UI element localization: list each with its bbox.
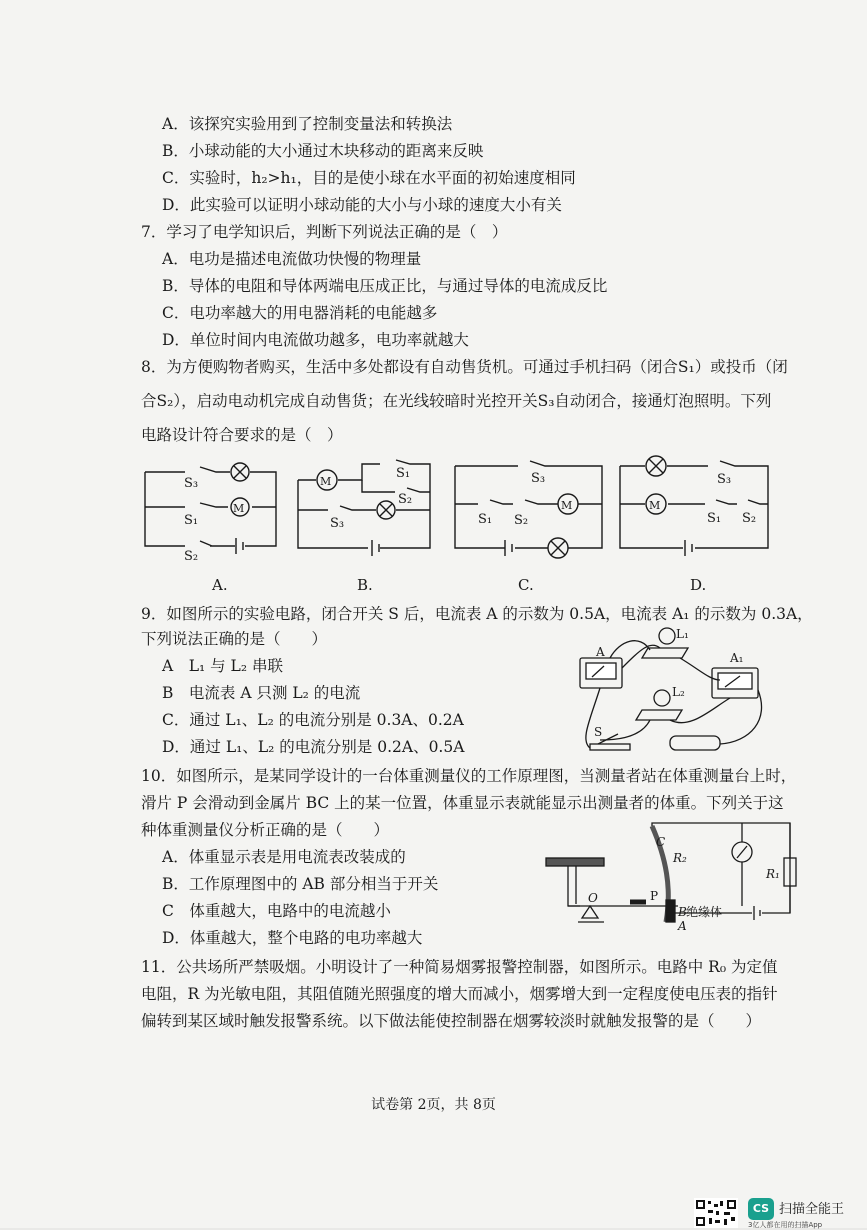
motor-label: M	[561, 499, 573, 512]
q10-stem-line-3: 种体重测量仪分析正确的是（ ）	[141, 821, 390, 839]
circuit-c	[455, 461, 602, 558]
q11-stem-line-2: 电阻，R 为光敏电阻，其阻值随光照强度的增大而减小，烟雾增大到一定程度使电压表的指针	[141, 985, 778, 1003]
motor-label: M	[649, 499, 661, 512]
scanner-app-name: 扫描全能王	[779, 1202, 845, 1217]
pivot-o-label: O	[588, 891, 598, 905]
q7-option-d: D．单位时间内电流做功越多，电功率就越大	[162, 331, 469, 349]
bulb-l2-label: L₂	[672, 685, 685, 699]
switch-label: S₁	[396, 466, 411, 481]
switch-label: S₂	[514, 513, 529, 528]
circuit-caption-a: A.	[212, 576, 228, 594]
q10-option-c: C 体重越大，电路中的电流越小	[162, 902, 391, 920]
ammeter-a1-label: A₁	[730, 651, 744, 665]
q7-option-b: B．导体的电阻和导体两端电压成正比，与通过导体的电流成反比	[162, 277, 608, 295]
q8-stem-line-2: 合S₂），启动电动机完成自动售货；在光线较暗时光控开关S₃自动闭合，接通灯泡照明。下列	[141, 392, 772, 410]
q9-circuit-figure	[570, 620, 770, 760]
scanner-logo-icon: CS	[748, 1198, 774, 1220]
q9-option-b: B 电流表 A 只测 L₂ 的电流	[162, 684, 361, 702]
circuit-caption-c: C.	[518, 576, 534, 594]
q10-option-a: A．体重显示表是用电流表改装成的	[162, 848, 406, 866]
q9-option-a: A L₁ 与 L₂ 串联	[162, 657, 283, 675]
switch-label: S₂	[742, 511, 757, 526]
point-a-label: A	[678, 919, 687, 933]
switch-label: S₃	[184, 476, 199, 491]
circuit-caption-b: B.	[357, 576, 373, 594]
q6-option-c: C．实验时，h₂>h₁，目的是使小球在水平面的初始速度相同	[162, 169, 576, 187]
switch-s-label: S	[594, 725, 603, 739]
q6-option-b: B．小球动能的大小通过木块移动的距离来反映	[162, 142, 484, 160]
q6-option-a: A．该探究实验用到了控制变量法和转换法	[162, 115, 453, 133]
switch-label: S₁	[478, 512, 493, 527]
switch-label: S₃	[717, 472, 732, 487]
q10-option-b: B．工作原理图中的 AB 部分相当于开关	[162, 875, 439, 893]
q7-option-a: A．电功是描述电流做功快慢的物理量	[162, 250, 422, 268]
slider-p-label: P	[650, 889, 659, 903]
q9-stem-line-2: 下列说法正确的是（ ）	[141, 630, 328, 648]
q9-stem-line-1: 9．如图所示的实验电路，闭合开关 S 后，电流表 A 的示数为 0.5A，电流表 A₁ 的示数为 0.3A，	[141, 605, 813, 623]
scanner-slogan: 3亿人都在用的扫描App	[748, 1221, 823, 1229]
q10-stem-line-1: 10．如图所示，是某同学设计的一台体重测量仪的工作原理图，当测量者站在体重测量台上时，	[141, 767, 797, 785]
q11-stem-line-1: 11．公共场所严禁吸烟。小明设计了一种简易烟雾报警控制器，如图所示。电路中 R₀ 为定值	[141, 958, 778, 976]
switch-label: S₁	[707, 511, 722, 526]
q7-stem: 7．学习了电学知识后，判断下列说法正确的是（ ）	[141, 223, 508, 241]
q6-option-d: D．此实验可以证明小球动能的大小与小球的速度大小有关	[162, 196, 562, 214]
q8-circuit-diagrams	[0, 450, 867, 600]
q9-option-d: D．通过 L₁、L₂ 的电流分别是 0.2A、0.5A	[162, 738, 465, 756]
circuit-b	[298, 460, 430, 556]
page-footer: 试卷第 2页，共 8页	[371, 1097, 496, 1113]
circuit-caption-d: D.	[690, 576, 707, 594]
q7-option-c: C．电功率越大的用电器消耗的电能越多	[162, 304, 438, 322]
switch-label: S₂	[398, 492, 413, 507]
resistor-r2-label: R₂	[673, 851, 687, 865]
switch-label: S₂	[184, 549, 199, 564]
circuit-a	[145, 463, 276, 564]
point-b-label: B	[678, 905, 687, 919]
motor-label: M	[233, 502, 245, 515]
q10-option-d: D．体重越大，整个电路的电功率越大	[162, 929, 423, 947]
motor-label: M	[320, 475, 332, 488]
switch-label: S₁	[184, 513, 199, 528]
switch-label: S₃	[330, 516, 345, 531]
q10-circuit-figure	[540, 818, 800, 946]
q11-stem-line-3: 偏转到某区域时触发报警系统。以下做法能使控制器在烟雾较淡时就触发报警的是（ ）	[141, 1012, 762, 1030]
q10-stem-line-2: 滑片 P 会滑动到金属片 BC 上的某一位置，体重显示表就能显示出测量者的体重。下列关于这	[141, 794, 784, 812]
q8-stem-line-1: 8．为方便购物者购买，生活中多处都设有自动售货机。可通过手机扫码（闭合S₁）或投币（闭	[141, 358, 788, 376]
circuit-d	[620, 456, 768, 556]
insulator-label: 绝缘体	[686, 905, 723, 919]
point-c-label: C	[656, 835, 666, 849]
bulb-l1-label: L₁	[676, 627, 689, 641]
scanner-watermark	[748, 1198, 863, 1229]
ammeter-a-label: A	[596, 645, 605, 659]
switch-label: S₃	[531, 471, 546, 486]
q9-option-c: C．通过 L₁、L₂ 的电流分别是 0.3A、0.2A	[162, 711, 464, 729]
q8-stem-line-3: 电路设计符合要求的是（ ）	[141, 426, 343, 444]
resistor-r1-label: R₁	[766, 867, 780, 881]
qr-code-icon	[694, 1198, 738, 1228]
